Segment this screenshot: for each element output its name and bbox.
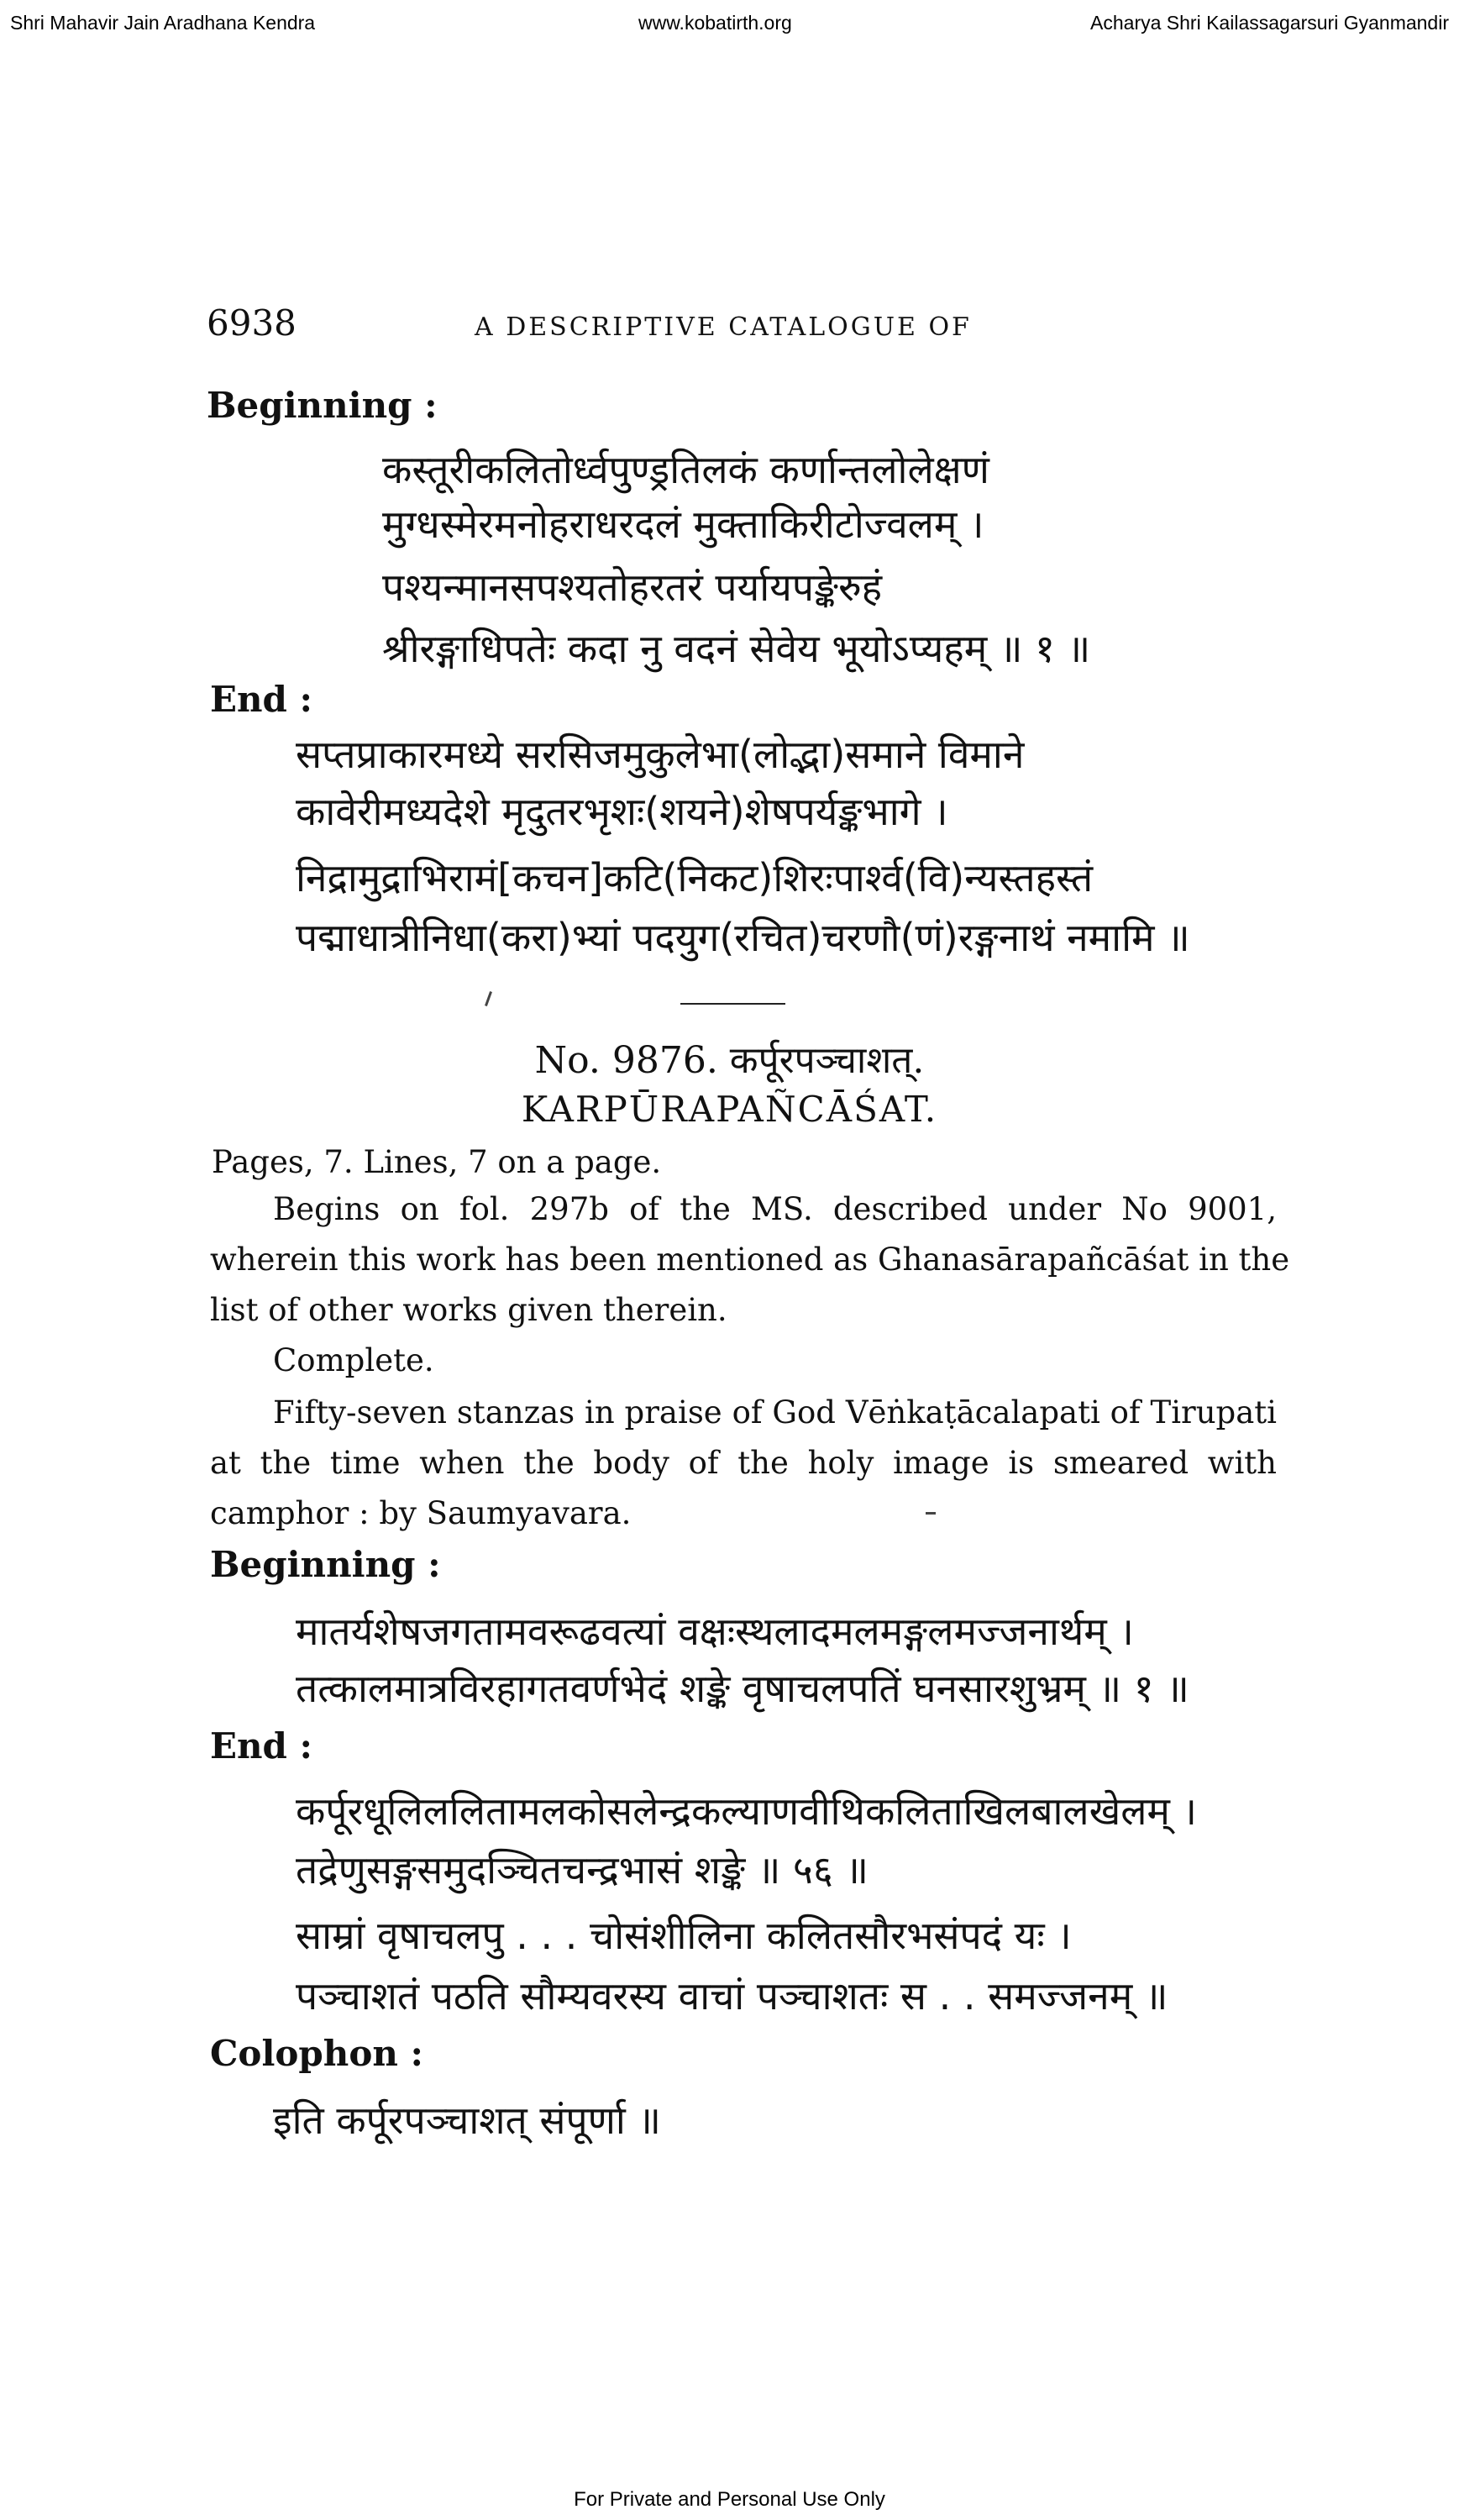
footer-text: For Private and Personal Use Only: [574, 2488, 885, 2511]
prev-end-line: सप्तप्राकारमध्ये सरसिजमुकुलेभा(लोद्भा)समाने विमाने: [296, 732, 1025, 777]
entry-beginning-label: Beginning :: [210, 1544, 441, 1585]
entry-end-label: End :: [210, 1725, 313, 1767]
entry-end-line: साम्रां वृषाचलपु . . . चोसंशीलिना कलितसौरभसंपदं यः ।: [296, 1913, 1072, 1958]
header-right-text: Acharya Shri Kailassagarsuri Gyanmandir: [1090, 12, 1449, 34]
entry-complete: Complete.: [273, 1342, 434, 1378]
entry-praise-line: camphor : by Saumyavara.: [210, 1495, 632, 1531]
section-divider: [680, 1003, 785, 1005]
prev-beginning-line: श्रीरङ्गाधिपतेः कदा नु वदनं सेवेय भूयोऽप्यहम् ॥ १ ॥: [382, 626, 1091, 671]
prev-end-label: End :: [210, 679, 313, 720]
entry-description-line: list of other works given therein.: [210, 1292, 727, 1328]
prev-beginning-label: Beginning :: [207, 385, 438, 426]
entry-pages-lines: Pages, 7. Lines, 7 on a page.: [212, 1144, 662, 1180]
prev-beginning-line: मुग्धस्मेरमनोहराधरदलं मुक्ताकिरीटोज्वलम् ।: [382, 501, 984, 547]
prev-end-line: निद्रामुद्राभिरामं[कचन]कटि(निकट)शिरःपार्श्व(वि)न्यस्तहस्तं: [296, 855, 1094, 900]
entry-transliteration: KARPŪRAPAÑCĀŚAT.: [521, 1089, 938, 1130]
stray-mark: [485, 991, 492, 1006]
stray-mark: [926, 1512, 936, 1515]
entry-end-line: कर्पूरधूलिललितामलकोसलेन्द्रकल्याणवीथिकलिताखिलबालखेलम् ।: [296, 1788, 1197, 1834]
prev-beginning-line: कस्तूरीकलितोर्ध्वपुण्ड्रतिलकं कर्णान्तलोलेक्षणं: [382, 447, 989, 492]
entry-end-line: पञ्चाशतं पठति सौम्यवरस्य वाचां पञ्चाशतः स . . समज्जनम् ॥: [296, 1973, 1168, 2019]
running-head: A DESCRIPTIVE CATALOGUE OF: [475, 312, 972, 342]
entry-description-line: Begins on fol. 297b of the MS. described under No 9001,: [273, 1191, 1277, 1227]
page-number: 6938: [207, 302, 297, 344]
header-left-text: Shri Mahavir Jain Aradhana Kendra: [10, 12, 316, 34]
prev-end-line: पद्माधात्रीनिधा(करा)भ्यां पदयुग(रचित)चरणौ(णं)रङ्गनाथं नमामि ॥: [296, 915, 1190, 960]
prev-beginning-line: पश्यन्मानसपश्यतोहरतरं पर्यायपङ्केरुहं: [382, 564, 883, 610]
entry-beginning-line: तत्कालमात्रविरहागतवर्णभेदं शङ्के वृषाचलपतिं घनसारशुभ्रम् ॥ १ ॥: [296, 1666, 1189, 1711]
entry-praise-line: Fifty-seven stanzas in praise of God Vēṅkaṭācalapati of Tirupati: [273, 1394, 1277, 1431]
colophon-label: Colophon :: [210, 2033, 423, 2074]
header-center-url: www.kobatirth.org: [638, 12, 792, 34]
colophon-line: इति कर्पूरपञ्चाशत् संपूर्णा ॥: [273, 2097, 661, 2143]
entry-end-line: तद्रेणुसङ्गसमुदञ्चितचन्द्रभासं शङ्के ॥ ५६ ॥: [296, 1847, 869, 1893]
entry-praise-line: at the time when the body of the holy image is smeared with: [210, 1445, 1277, 1481]
entry-beginning-line: मातर्यशेषजगतामवरूढवत्यां वक्षःस्थलादमलमङ्गलमज्जनार्थम् ।: [296, 1609, 1134, 1654]
entry-number: No. 9876. कर्पूरपञ्चाशत्.: [534, 1039, 925, 1082]
prev-end-line: कावेरीमध्यदेशे मृदुतरभृशः(शयने)शेषपर्यङ्कभागे ।: [296, 789, 948, 834]
entry-description-line: wherein this work has been mentioned as Ghanasārapañcāśat in the: [210, 1242, 1290, 1278]
